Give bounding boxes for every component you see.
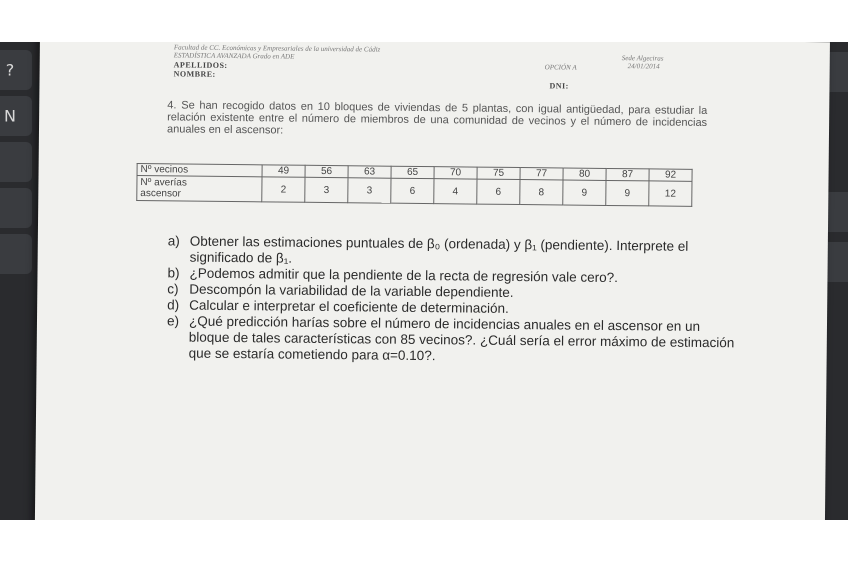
question-items bbox=[167, 233, 738, 367]
table-cell: 87 bbox=[606, 168, 649, 180]
session-label: Sede Algeciras bbox=[621, 54, 664, 63]
table-cell: 65 bbox=[391, 166, 434, 178]
course-line: ESTADÍSTICA AVANZADA Grado en ADE bbox=[173, 51, 295, 61]
item-label: d) bbox=[167, 297, 180, 313]
photo-frame bbox=[0, 42, 848, 520]
item-text: Calcular e interpretar el coeficiente de determinación. bbox=[189, 297, 509, 316]
table-cell: 6 bbox=[477, 179, 520, 204]
keyboard-key-glyph: ? bbox=[5, 60, 15, 80]
table-cell: 77 bbox=[520, 168, 563, 180]
question-text: Se han recogido datos en 10 bloques de viviendas de 5 plantas, con igual antigüedad, para estudiar la relación existente entre el número de miembros de una comunidad de vecinos y el número de incidencias anuales en el ascensor: bbox=[166, 99, 708, 137]
item-label: b) bbox=[167, 265, 180, 281]
dni-label: DNI: bbox=[549, 81, 569, 91]
option-label: OPCIÓN A bbox=[544, 63, 577, 72]
exam-date: 24/01/2014 bbox=[627, 62, 660, 71]
keyboard-key bbox=[0, 188, 32, 228]
table-cell: 49 bbox=[262, 165, 305, 177]
keyboard-key-glyph: N bbox=[4, 106, 16, 126]
question-statement bbox=[167, 99, 707, 141]
table-cell: 4 bbox=[434, 179, 477, 204]
data-table bbox=[136, 163, 692, 207]
item-label: e) bbox=[166, 313, 180, 329]
table-cell: 12 bbox=[649, 181, 692, 206]
keyboard-key bbox=[0, 234, 32, 274]
keyboard-key bbox=[0, 142, 32, 182]
row-header-averias-line2: ascensor bbox=[140, 188, 181, 200]
table-cell: 8 bbox=[520, 180, 563, 205]
exam-sheet bbox=[35, 42, 830, 520]
table-cell: 3 bbox=[348, 178, 391, 203]
item-label: c) bbox=[167, 281, 179, 297]
table-cell: 92 bbox=[649, 169, 692, 181]
table-row bbox=[137, 176, 692, 207]
table-cell: 9 bbox=[563, 180, 606, 205]
table-cell: 63 bbox=[348, 166, 391, 178]
item-text: Descompón la variabilidad de la variable dependiente. bbox=[189, 281, 514, 300]
item-text: ¿Qué predicción harías sobre el número de incidencias anuales en el ascensor en un bloque de tales características con 85 vecinos?. ¿Cuál sería el error máximo de estimación que se estaría cometiendo para α=0.10?. bbox=[188, 313, 735, 364]
name-label: NOMBRE: bbox=[173, 69, 216, 79]
list-item bbox=[167, 313, 737, 367]
table-cell: 2 bbox=[262, 177, 305, 202]
row-header-averias bbox=[137, 176, 262, 202]
item-text: ¿Podemos admitir que la pendiente de la recta de regresión vale cero?. bbox=[189, 265, 619, 286]
row-header-averias-line1: Nº averías bbox=[140, 177, 187, 189]
keyboard-key bbox=[0, 50, 32, 90]
table-cell: 70 bbox=[434, 167, 477, 179]
item-label: a) bbox=[167, 233, 180, 249]
table-cell: 6 bbox=[391, 178, 434, 203]
table-cell: 75 bbox=[477, 167, 520, 179]
table-cell: 80 bbox=[563, 168, 606, 180]
table-cell: 3 bbox=[305, 177, 348, 202]
item-text: Obtener las estimaciones puntuales de β₀ (ordenada) y β₁ (pendiente). Interprete el significado de β₁. bbox=[189, 233, 689, 266]
row-header-vecinos: Nº vecinos bbox=[137, 164, 262, 177]
table-cell: 56 bbox=[305, 165, 348, 177]
keyboard-key bbox=[0, 96, 32, 136]
surnames-label: APELLIDOS: bbox=[173, 60, 228, 70]
question-number: 4. bbox=[167, 99, 177, 112]
faculty-line: Facultad de CC. Económicas y Empresariales de la universidad de Cádiz bbox=[173, 43, 381, 54]
table-cell: 9 bbox=[606, 180, 649, 205]
